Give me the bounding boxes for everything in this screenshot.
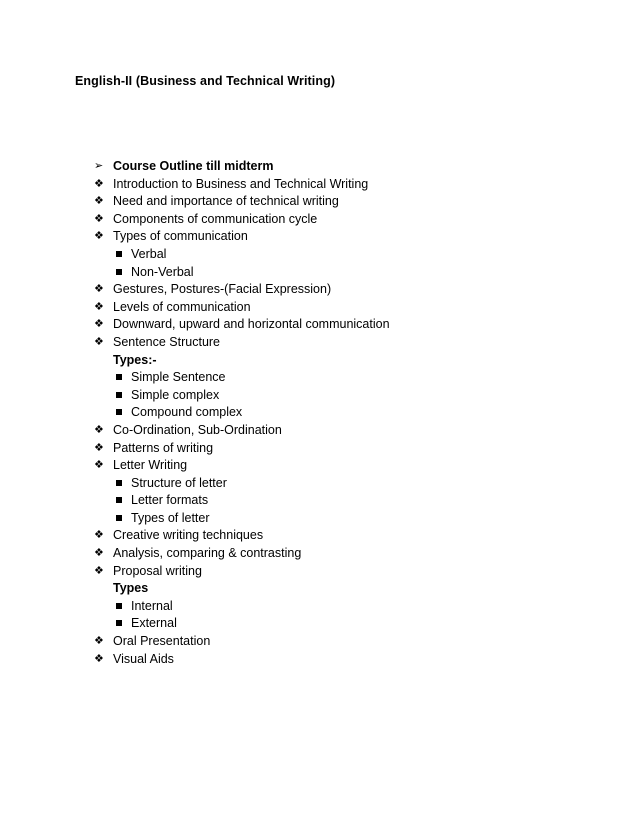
diamond-bullet-icon: ❖ [94, 635, 104, 648]
sub-heading [94, 352, 614, 370]
diamond-bullet-icon: ❖ [94, 564, 104, 577]
list-item [94, 422, 614, 440]
list-item [94, 633, 614, 651]
list-item [94, 299, 614, 317]
list-item-text: Non-Verbal [131, 264, 194, 279]
list-item-text: Course Outline till midterm [113, 159, 274, 173]
list-item-text: External [131, 616, 177, 631]
list-item [94, 334, 614, 352]
list-item-text: Patterns of writing [113, 440, 214, 455]
sub-list-item [94, 246, 614, 264]
sub-list-item [94, 264, 614, 282]
diamond-bullet-icon: ❖ [94, 318, 104, 331]
diamond-bullet-icon: ❖ [94, 195, 104, 208]
square-bullet-icon [116, 620, 122, 626]
square-bullet-icon [116, 603, 122, 609]
square-bullet-icon [116, 409, 122, 415]
diamond-bullet-icon: ❖ [94, 177, 104, 190]
list-item-text: Types [113, 581, 149, 596]
list-item [94, 527, 614, 545]
list-item-text: Analysis, comparing & contrasting [113, 546, 302, 561]
list-item-text: Proposal writing [113, 563, 202, 578]
square-bullet-icon [116, 515, 122, 521]
diamond-bullet-icon: ❖ [94, 529, 104, 542]
arrow-bullet-icon: ➢ [94, 160, 104, 172]
list-item-text: Creative writing techniques [113, 528, 264, 543]
list-item [94, 193, 614, 211]
sub-list-item [94, 404, 614, 422]
list-item-text: Need and importance of technical writing [113, 194, 339, 209]
list-item [94, 651, 614, 669]
list-item-text: Verbal [131, 246, 167, 261]
sub-heading [94, 580, 614, 598]
square-bullet-icon [116, 392, 122, 398]
list-item-text: Simple Sentence [131, 370, 226, 385]
sub-list-item [94, 492, 614, 510]
list-item-text: Gestures, Postures-(Facial Expression) [113, 282, 332, 297]
list-item-text: Types:- [113, 352, 157, 367]
list-item [94, 316, 614, 334]
list-item [94, 281, 614, 299]
diamond-bullet-icon: ❖ [94, 283, 104, 296]
sub-list-item [94, 387, 614, 405]
list-item-text: Levels of communication [113, 299, 251, 314]
list-item-text: Compound complex [131, 405, 243, 420]
list-item-text: Types of communication [113, 229, 248, 244]
diamond-bullet-icon: ❖ [94, 423, 104, 436]
list-item-text: Structure of letter [131, 475, 227, 490]
list-item-text: Introduction to Business and Technical Writing [113, 176, 369, 191]
list-item [94, 158, 614, 176]
list-item-text: Sentence Structure [113, 334, 221, 349]
list-item [94, 545, 614, 563]
document-title: English-II (Business and Technical Writing) [75, 74, 336, 88]
list-item-text: Simple complex [131, 387, 220, 402]
square-bullet-icon [116, 251, 122, 257]
sub-list-item [94, 615, 614, 633]
diamond-bullet-icon: ❖ [94, 335, 104, 348]
list-item-text: Internal [131, 598, 173, 613]
square-bullet-icon [116, 480, 122, 486]
list-item-text: Downward, upward and horizontal communication [113, 317, 390, 332]
list-item [94, 176, 614, 194]
list-item-text: Components of communication cycle [113, 211, 318, 226]
list-item-text: Letter Writing [113, 458, 188, 473]
sub-list-item [94, 475, 614, 493]
diamond-bullet-icon: ❖ [94, 300, 104, 313]
list-item [94, 440, 614, 458]
diamond-bullet-icon: ❖ [94, 652, 104, 665]
course-outline-list [94, 158, 614, 668]
diamond-bullet-icon: ❖ [94, 459, 104, 472]
diamond-bullet-icon: ❖ [94, 230, 104, 243]
list-item [94, 563, 614, 581]
diamond-bullet-icon: ❖ [94, 547, 104, 560]
list-item-text: Types of letter [131, 510, 210, 525]
list-item-text: Co-Ordination, Sub-Ordination [113, 422, 282, 437]
sub-list-item [94, 369, 614, 387]
square-bullet-icon [116, 374, 122, 380]
diamond-bullet-icon: ❖ [94, 441, 104, 454]
sub-list-item [94, 510, 614, 528]
list-item-text: Visual Aids [113, 651, 174, 666]
square-bullet-icon [116, 269, 122, 275]
list-item [94, 211, 614, 229]
square-bullet-icon [116, 497, 122, 503]
diamond-bullet-icon: ❖ [94, 212, 104, 225]
list-item-text: Letter formats [131, 493, 209, 508]
sub-list-item [94, 598, 614, 616]
list-item-text: Oral Presentation [113, 634, 211, 649]
list-item [94, 457, 614, 475]
list-item [94, 228, 614, 246]
